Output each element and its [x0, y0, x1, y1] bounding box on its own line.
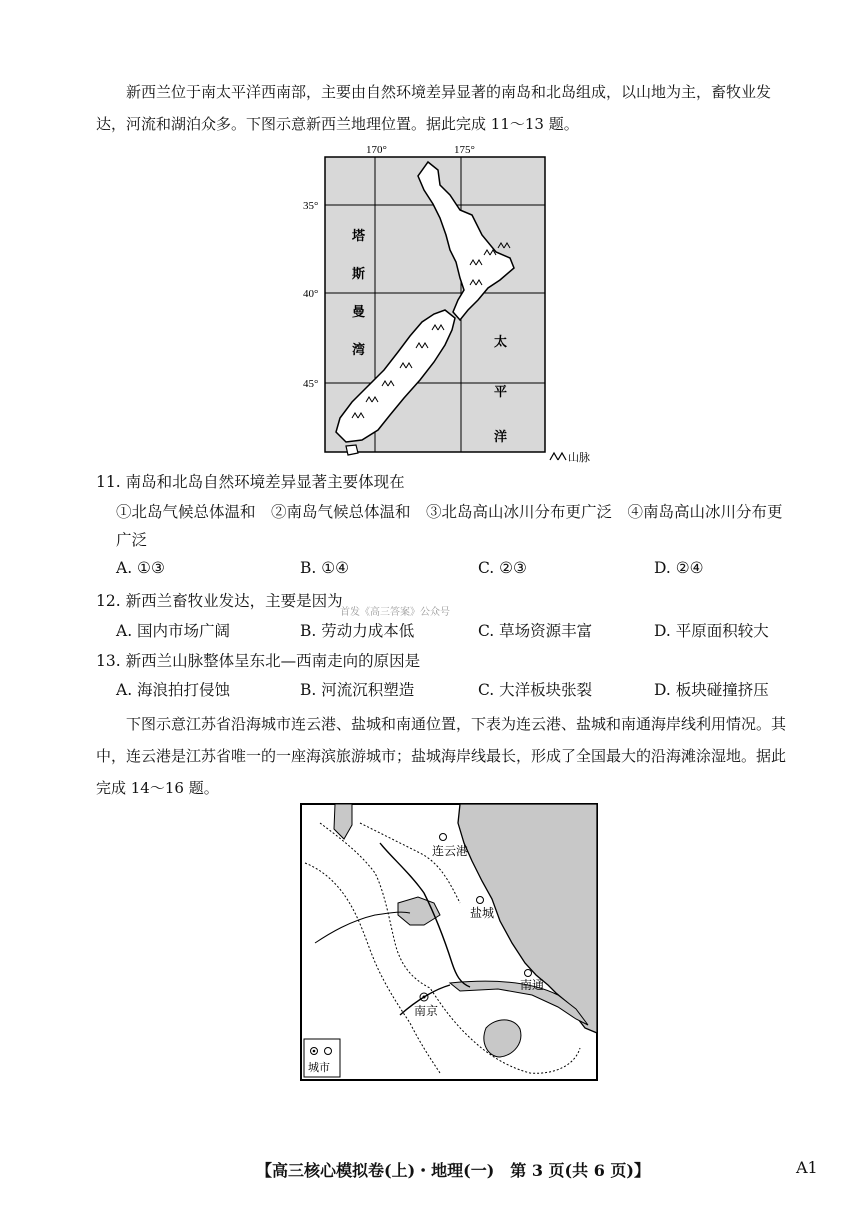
- watermark: 首发《高三答案》公众号: [340, 607, 450, 618]
- intro-paragraph-1: [96, 76, 816, 140]
- q13-option-b[interactable]: B. 河流沉积塑造: [300, 681, 415, 699]
- tasman-char-3: 曼: [352, 305, 366, 320]
- q12-option-c[interactable]: C. 草场资源丰富: [478, 622, 593, 640]
- intro2-line2: 中，连云港是江苏省唯一的一座海滨旅游城市；盐城海岸线最长，形成了全国最大的沿海滩涂湿地。据此: [96, 747, 787, 765]
- tasman-char-2: 斯: [352, 267, 366, 282]
- footer-title: 【高三核心模拟卷(上)・地理(一) 第 3 页(共 6 页)】: [256, 1161, 650, 1180]
- q11-option-d[interactable]: D. ②④: [654, 559, 704, 577]
- new-zealand-map: [300, 140, 600, 470]
- intro1-line2: 达，河流和湖泊众多。下图示意新西兰地理位置。据此完成 11～13 题。: [96, 115, 579, 133]
- intro2-line3: 完成 14～16 题。: [96, 779, 219, 797]
- q11-option-b[interactable]: B. ①④: [300, 559, 350, 577]
- q11-statements-line2: 广泛: [116, 531, 148, 549]
- q13-option-d[interactable]: D. 板块碰撞挤压: [654, 681, 769, 699]
- q13-option-c[interactable]: C. 大洋板块张裂: [478, 681, 593, 699]
- lat-label-45: 45°: [303, 378, 319, 390]
- lon-label-175: 175°: [454, 144, 475, 156]
- q13-stem: 13. 新西兰山脉整体呈东北—西南走向的原因是: [96, 652, 421, 670]
- q12-option-a[interactable]: A. 国内市场广阔: [116, 622, 231, 640]
- q12-stem: 12. 新西兰畜牧业发达，主要是因为: [96, 592, 343, 610]
- jiangsu-map: [300, 803, 598, 1081]
- pacific-char-3: 洋: [494, 430, 508, 445]
- city-nantong: 南通: [520, 978, 545, 992]
- q11-statements-line1: ①北岛气候总体温和 ②南岛气候总体温和 ③北岛高山冰川分布更广泛 ④南岛高山冰川分布更: [116, 503, 783, 521]
- lon-label-170: 170°: [366, 144, 387, 156]
- lat-label-40: 40°: [303, 288, 319, 300]
- city-nanjing: 南京: [414, 1004, 439, 1018]
- legend-label-mountain: 山脉: [568, 451, 590, 464]
- intro-paragraph-2: [96, 708, 816, 804]
- q11-stem: 11. 南岛和北岛自然环境差异显著主要体现在: [96, 473, 405, 491]
- tasman-char-1: 塔: [352, 229, 366, 244]
- intro1-line1: 新西兰位于南太平洋西南部，主要由自然环境差异显著的南岛和北岛组成，以山地为主，畜牧业发: [126, 83, 772, 101]
- footer-code: A1: [796, 1158, 818, 1177]
- pacific-char-1: 太: [494, 335, 508, 350]
- q11-option-a[interactable]: A. ①③: [116, 559, 165, 577]
- mountain-legend-icon: [550, 453, 566, 460]
- q12-option-b[interactable]: B. 劳动力成本低: [300, 622, 415, 640]
- pacific-char-2: 平: [494, 385, 508, 400]
- city-lianyungang: 连云港: [432, 844, 469, 858]
- q12-option-d[interactable]: D. 平原面积较大: [654, 622, 769, 640]
- city-yancheng: 盐城: [470, 906, 495, 920]
- lat-label-35: 35°: [303, 200, 319, 212]
- q13-option-a[interactable]: A. 海浪拍打侵蚀: [116, 681, 231, 699]
- q11-option-c[interactable]: C. ②③: [478, 559, 527, 577]
- legend-label-city: 城市: [308, 1061, 330, 1074]
- intro2-line1: 下图示意江苏省沿海城市连云港、盐城和南通位置，下表为连云港、盐城和南通海岸线利用情况。其: [126, 715, 787, 733]
- tasman-char-4: 湾: [352, 343, 366, 358]
